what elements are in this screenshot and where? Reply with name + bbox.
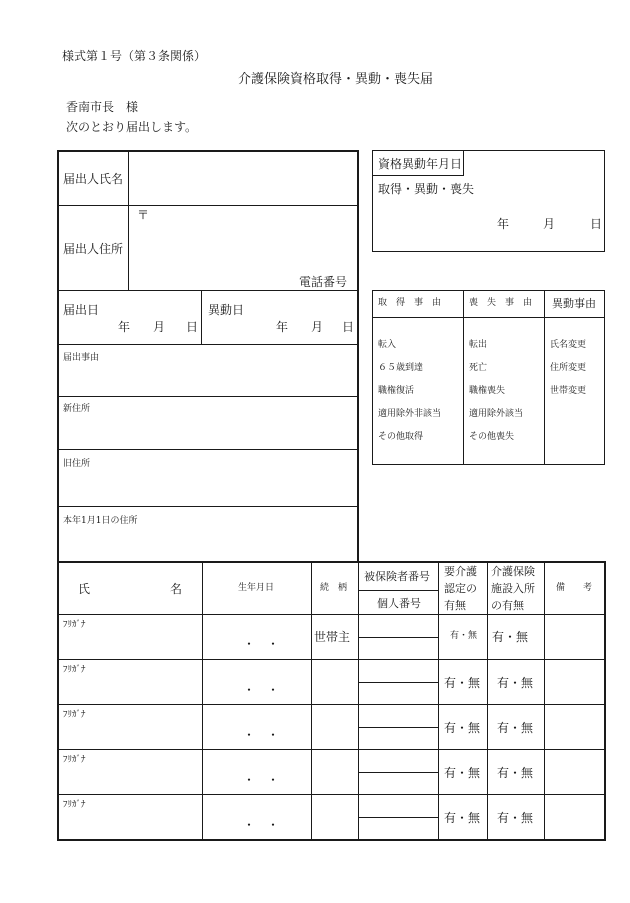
filing-month-label: 月 <box>153 320 166 334</box>
acquisition-item: 職権復活 <box>378 386 415 396</box>
jan1-address-label: 本年1月1日の住所 <box>63 516 138 526</box>
care-yes-no[interactable]: 有・無 <box>444 721 481 735</box>
change-header: 異動事由 <box>552 297 596 310</box>
filing-day-label: 日 <box>186 320 199 334</box>
loss-item: 死亡 <box>469 363 488 373</box>
care-yes-no[interactable]: 有・無 <box>444 766 481 780</box>
applicant-address-label: 届出人住所 <box>63 242 124 256</box>
col-insured-no: 被保険者番号 <box>364 570 430 583</box>
birth-date-dots: ・ ・ <box>243 818 280 832</box>
qualification-types-label: 取得・異動・喪失 <box>378 182 475 196</box>
new-address-label: 新住所 <box>63 404 91 414</box>
col-facility: の有無 <box>491 599 524 612</box>
furigana-label: ﾌﾘｶﾞﾅ <box>63 710 86 720</box>
col-name-right: 名 <box>170 582 183 596</box>
change-item: 住所変更 <box>550 363 587 373</box>
col-care-cert: 有無 <box>444 599 466 612</box>
form-title: 介護保険資格取得・異動・喪失届 <box>238 72 434 87</box>
change-item: 世帯変更 <box>550 386 587 396</box>
col-birth: 生年月日 <box>238 583 275 593</box>
change-date-label: 異動日 <box>208 303 245 317</box>
furigana-label: ﾌﾘｶﾞﾅ <box>63 665 86 675</box>
col-facility: 施設入所 <box>491 582 535 595</box>
care-yes-no[interactable]: 有・無 <box>444 676 481 690</box>
furigana-label: ﾌﾘｶﾞﾅ <box>63 755 86 765</box>
qualification-month-label: 月 <box>543 217 556 231</box>
care-yes-no[interactable]: 有・無 <box>444 811 481 825</box>
facility-yes-no[interactable]: 有・無 <box>497 676 534 690</box>
acquisition-header: 取 得 事 由 <box>378 298 442 308</box>
intro-text: 次のとおり届出します。 <box>66 120 198 134</box>
furigana-label: ﾌﾘｶﾞﾅ <box>63 800 86 810</box>
change-day-label: 日 <box>342 320 355 334</box>
col-name-left: 氏 <box>78 582 91 596</box>
loss-item: 職権喪失 <box>469 386 506 396</box>
col-facility: 介護保険 <box>491 565 535 578</box>
col-personal-no: 個人番号 <box>377 597 421 610</box>
furigana-label: ﾌﾘｶﾞﾅ <box>63 620 86 630</box>
col-care-cert: 要介護 <box>444 565 477 578</box>
applicant-name-label: 届出人氏名 <box>63 172 124 186</box>
change-item: 氏名変更 <box>550 340 587 350</box>
birth-date-dots: ・ ・ <box>243 637 280 651</box>
qualification-date-label: 資格異動年月日 <box>378 157 463 171</box>
qualification-day-label: 日 <box>590 217 603 231</box>
loss-header: 喪 失 事 由 <box>469 298 533 308</box>
loss-item: 適用除外該当 <box>469 409 524 419</box>
care-yes-no[interactable]: 有・無 <box>450 631 478 641</box>
acquisition-item: ６５歳到達 <box>378 363 424 373</box>
form-number: 様式第１号（第３条関係） <box>62 49 207 63</box>
applicant-address-field[interactable] <box>129 206 356 276</box>
loss-item: 転出 <box>469 340 488 350</box>
birth-date-dots: ・ ・ <box>243 728 280 742</box>
acquisition-item: 転入 <box>378 340 397 350</box>
birth-date-dots: ・ ・ <box>243 683 280 697</box>
addressee: 香南市長 様 <box>66 100 139 114</box>
facility-yes-no[interactable]: 有・無 <box>497 811 534 825</box>
old-address-label: 旧住所 <box>63 459 91 469</box>
col-care-cert: 認定の <box>444 582 477 595</box>
phone-label: 電話番号 <box>299 275 348 289</box>
facility-yes-no[interactable]: 有・無 <box>497 721 534 735</box>
facility-yes-no[interactable]: 有・無 <box>492 630 529 644</box>
col-relation: 続 柄 <box>320 583 348 593</box>
reason-label: 届出事由 <box>63 353 100 363</box>
col-remarks: 備 考 <box>556 583 593 593</box>
qualification-year-label: 年 <box>497 217 510 231</box>
postal-mark: 〒 <box>137 208 150 222</box>
filing-date-label: 届出日 <box>63 303 100 317</box>
change-month-label: 月 <box>311 320 324 334</box>
loss-item: その他喪失 <box>469 432 515 442</box>
acquisition-item: その他取得 <box>378 432 424 442</box>
change-year-label: 年 <box>276 320 289 334</box>
filing-year-label: 年 <box>118 320 131 334</box>
birth-date-dots: ・ ・ <box>243 773 280 787</box>
facility-yes-no[interactable]: 有・無 <box>497 766 534 780</box>
applicant-name-field[interactable] <box>129 152 356 204</box>
acquisition-item: 適用除外非該当 <box>378 409 442 419</box>
head-of-household: 世帯主 <box>314 630 351 644</box>
